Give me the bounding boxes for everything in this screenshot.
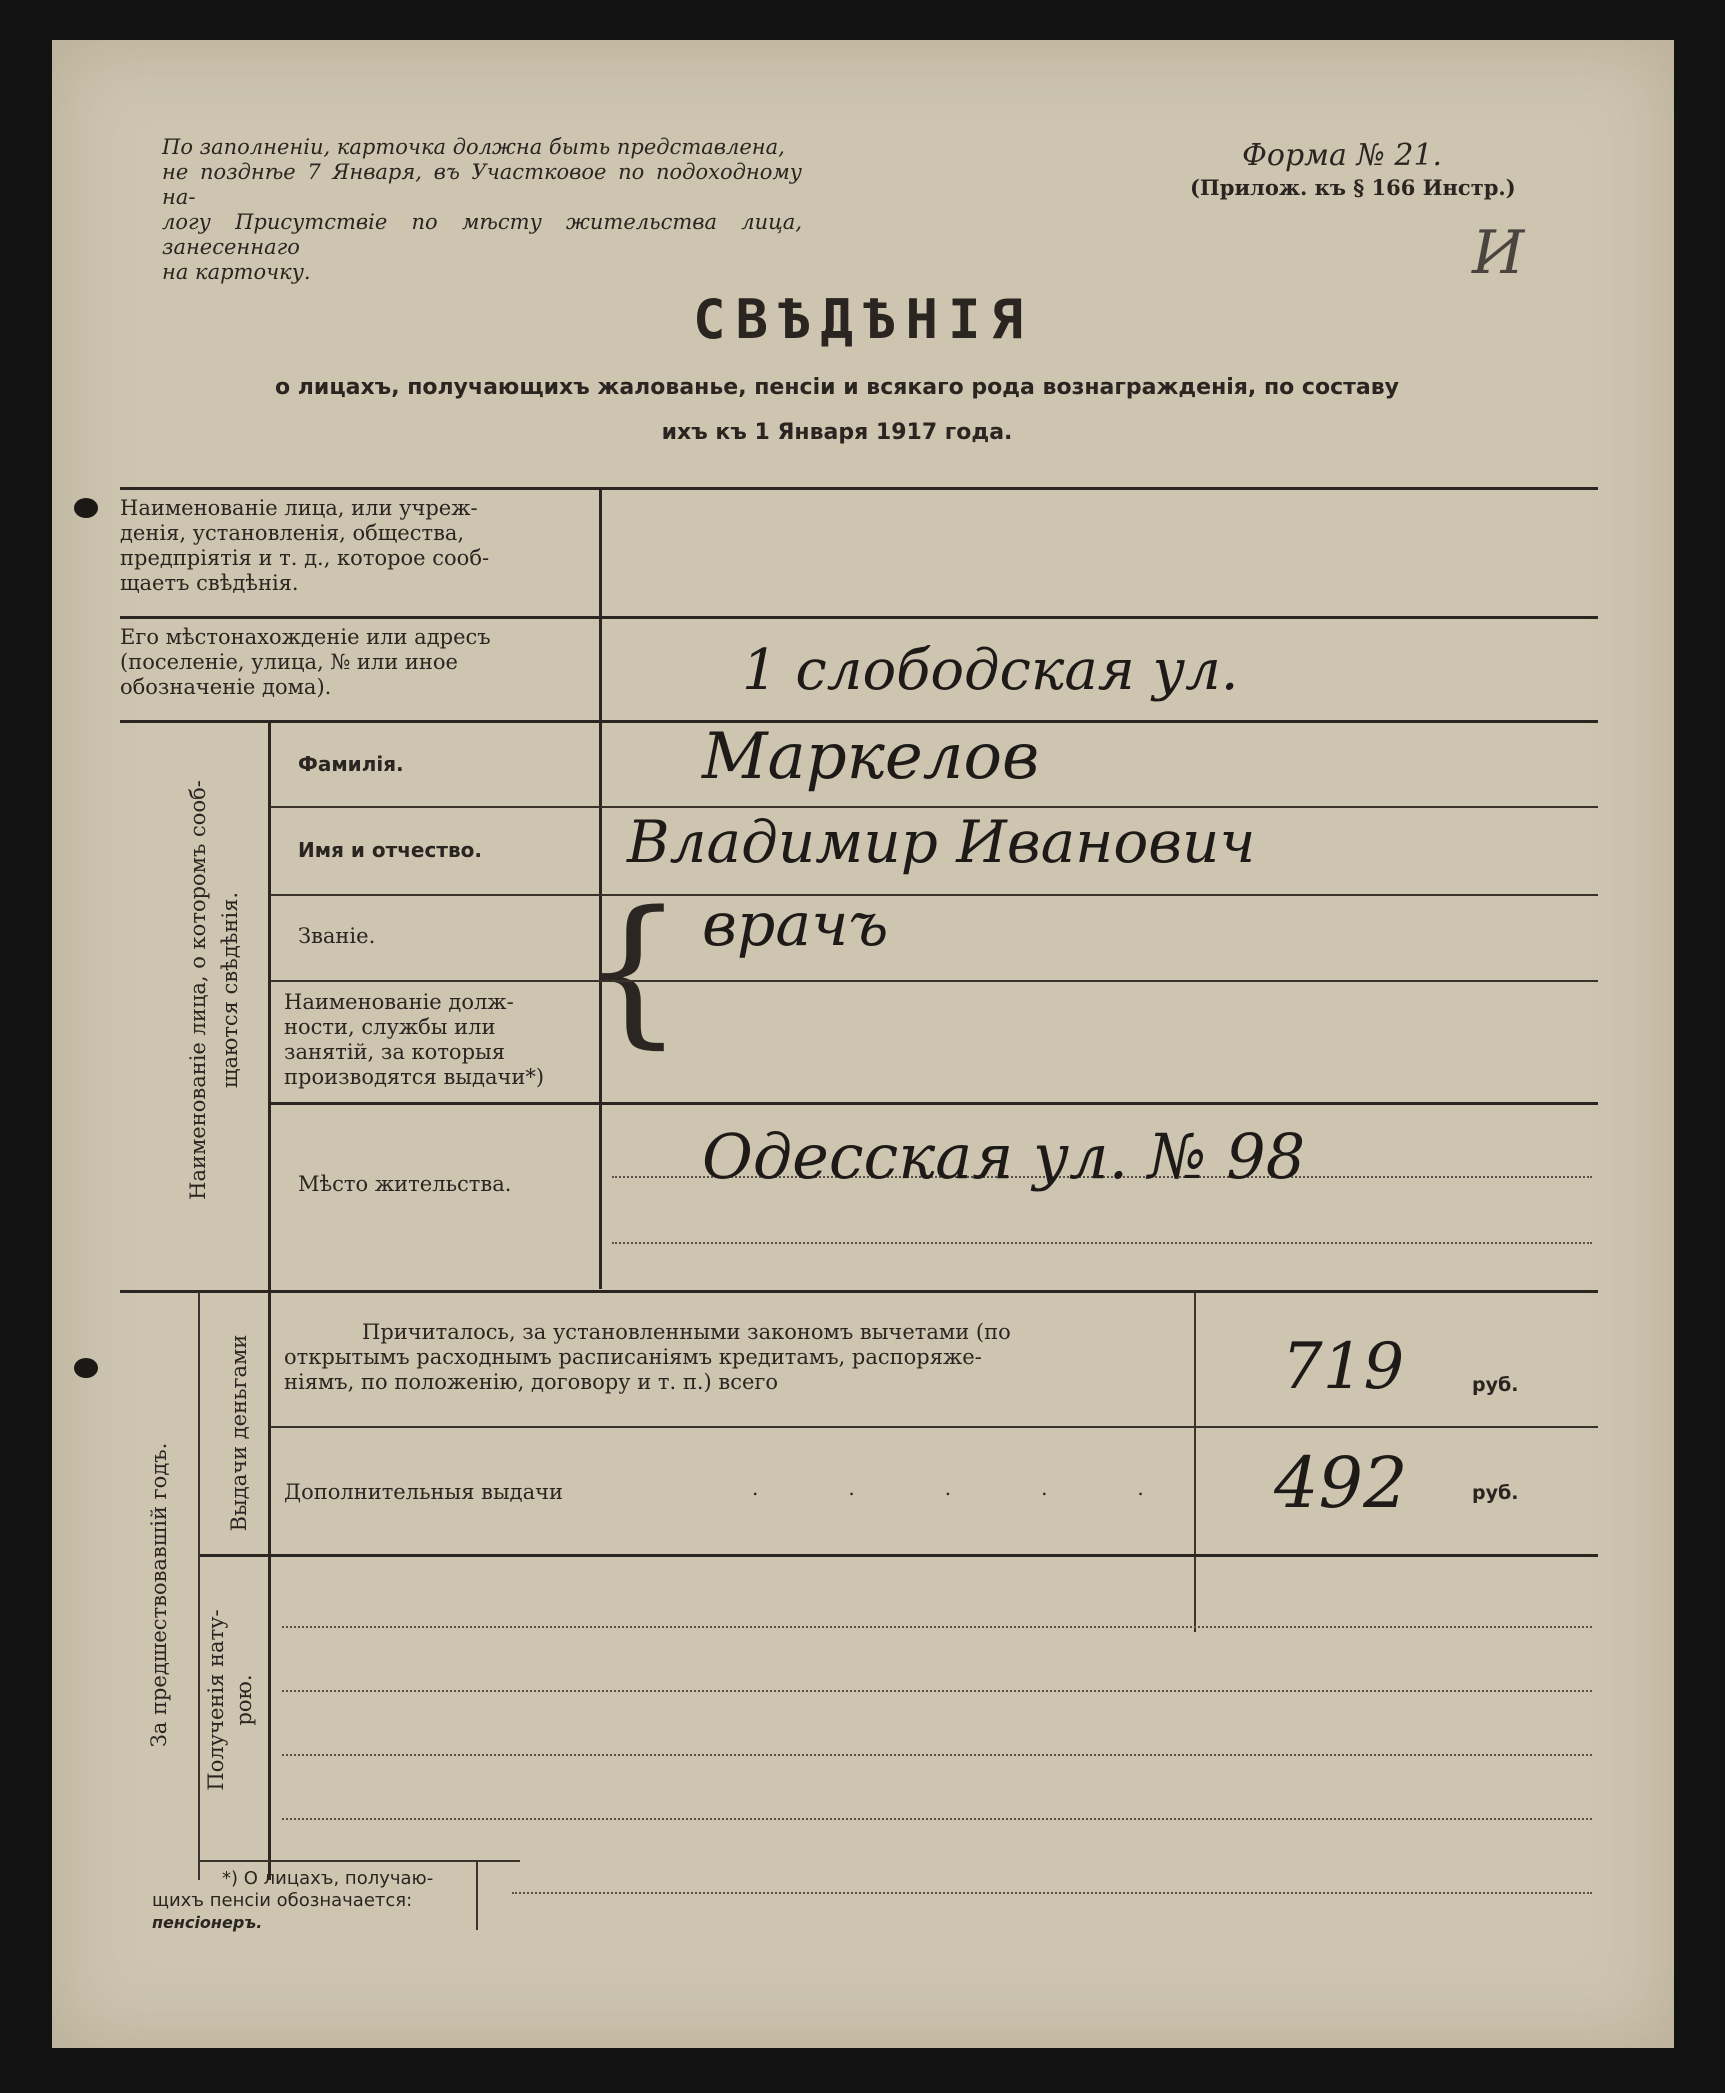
label-line: занятій, за которыя (284, 1040, 505, 1064)
instruction-line: По заполненіи, карточка должна быть представлена, (162, 135, 785, 159)
label-line: (поселеніе, улица, № или иное (120, 650, 458, 674)
label-line: Наименованіе долж- (284, 990, 514, 1014)
rank-label: Званіе. (298, 924, 376, 948)
label-line: обозначеніе дома). (120, 675, 332, 699)
dotted-line (612, 1242, 1592, 1244)
label-line: рою. (232, 1674, 256, 1726)
section-divider (120, 1290, 1598, 1293)
label-line: Наименованіе лица, или учреж- (120, 496, 478, 520)
subtitle-line-1: о лицахъ, получающихъ жалованье, пенсіи и всякаго рода вознагражденія, по составу (275, 375, 1399, 400)
dotted-line (512, 1892, 1592, 1894)
institution-label (120, 496, 590, 596)
subtitle-line-2: ихъ къ 1 Января 1917 года. (661, 420, 1013, 445)
footnote-line: *) О лицахъ, получаю- (222, 1868, 434, 1889)
surname-value: Маркелов (702, 720, 1040, 794)
in-kind-label (202, 1570, 262, 1830)
label-line: Его мѣстонахожденіе или адресъ (120, 625, 491, 649)
label-line: Причиталось, за установленными закономъ вычетами (по (362, 1320, 1011, 1344)
row-divider (200, 1554, 1598, 1557)
footnote-side-line (476, 1860, 478, 1930)
row-divider (120, 616, 1598, 619)
label-line: щаетъ свѣдѣнія. (120, 571, 299, 595)
instruction-line: логу Присутствіе по мѣсту жительства лица, занесеннаго (162, 210, 802, 259)
row-divider (270, 1102, 1598, 1105)
label-line: предпріятія и т. д., которое сооб- (120, 546, 490, 570)
leader-dots: ..... (752, 1476, 1234, 1500)
instruction-line: на карточку. (162, 260, 311, 284)
additional-unit: руб. (1472, 1482, 1519, 1504)
amount-column-divider (1194, 1292, 1196, 1632)
label-line: Наименованіе лица, о которомъ сооб- (186, 780, 210, 1200)
footnote-line: щихъ пенсіи обозначается: (152, 1890, 413, 1911)
residence-label: Мѣсто жительства. (298, 1172, 512, 1196)
form-number: Форма № 21. (1242, 138, 1443, 173)
instruction-text (162, 135, 802, 285)
residence-value: Одесская ул. № 98 (702, 1120, 1306, 1193)
footnote-line: пенсіонеръ. (152, 1913, 263, 1932)
form-sheet (52, 40, 1674, 2048)
corner-mark: И (1472, 218, 1525, 288)
name-label: Имя и отчество. (298, 838, 482, 862)
dotted-line (282, 1626, 1592, 1628)
address-value: 1 слободская ул. (742, 638, 1239, 703)
money-payments-label: Выдачи деньгами (227, 1334, 251, 1532)
dotted-line (282, 1754, 1592, 1756)
dotted-line (282, 1818, 1592, 1820)
row-divider (270, 980, 1598, 982)
payments-year-label: За предшествовавшій годъ. (147, 1442, 171, 1748)
brace-mark: { (582, 876, 684, 1063)
surname-label: Фамилія. (298, 752, 404, 776)
label-line: Полученія нату- (204, 1609, 228, 1791)
label-line: денія, установленія, общества, (120, 521, 465, 545)
payments-year-divider (198, 1292, 200, 1880)
punch-hole (74, 1358, 98, 1378)
table-top-line (120, 487, 1598, 490)
label-line: ніямъ, по положенію, договору и т. п.) всего (284, 1370, 779, 1394)
accrued-unit: руб. (1472, 1374, 1519, 1396)
document-title: СВѢДѢНІЯ (692, 288, 1034, 351)
address-label (120, 625, 590, 700)
dotted-line (282, 1690, 1592, 1692)
label-line: производятся выдачи*) (284, 1065, 545, 1089)
payments-type-divider (268, 1292, 271, 1880)
accrued-value: 719 (1282, 1330, 1405, 1404)
footnote (152, 1868, 472, 1934)
additional-label: Дополнительныя выдачи (284, 1480, 564, 1504)
additional-value: 492 (1274, 1442, 1408, 1524)
name-value: Владимир Иванович (627, 808, 1256, 876)
position-label (284, 990, 584, 1090)
row-divider (270, 1426, 1598, 1428)
punch-hole (74, 498, 98, 518)
label-line: ности, службы или (284, 1015, 496, 1039)
label-line: щаются свѣдѣнія. (218, 891, 242, 1089)
form-reference: (Прилож. къ § 166 Инстр.) (1190, 175, 1516, 200)
accrued-label (284, 1320, 1204, 1395)
instruction-line: не позднѣе 7 Января, въ Участковое по подоходному на- (162, 160, 802, 209)
row-divider (270, 894, 1598, 896)
rank-value: врачъ (702, 890, 889, 960)
footnote-top-line (200, 1860, 520, 1862)
label-line: открытымъ расходнымъ расписаніямъ кредитамъ, распоряже- (284, 1345, 982, 1369)
person-section-label (182, 710, 252, 1270)
